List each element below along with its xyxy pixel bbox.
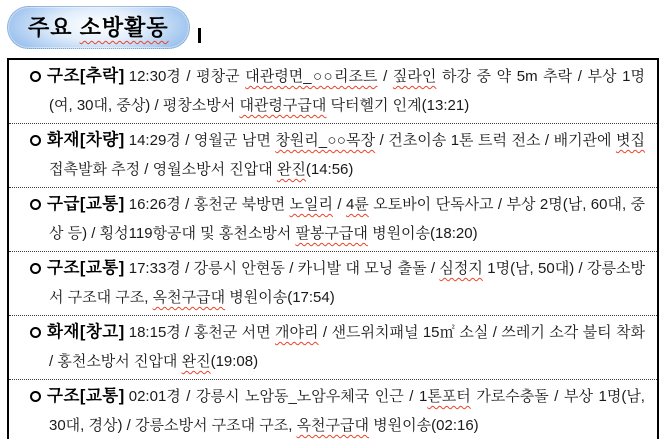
page-title xyxy=(7,6,190,49)
incident-segment-text: 16:26경 / 홍천군 북방면 xyxy=(128,196,290,213)
incident-segment-text: / xyxy=(377,68,393,85)
circle-bullet-icon xyxy=(30,71,41,82)
incident-row xyxy=(9,316,657,380)
circle-bullet-icon xyxy=(30,327,41,338)
incident-segment-text: 17:33경 / 강릉시 안현동 / 카니발 대 모닝 출돌 / xyxy=(128,260,440,277)
incident-segment-text: 14:29경 / 영월군 남면 xyxy=(128,132,276,149)
incident-segment-text: 닥터헬기 인계(13:21) xyxy=(326,97,470,114)
incident-segment-misspelled: 대관령면_○○리조트 xyxy=(245,68,378,85)
incident-segment-text: 오토바이 단독사고 / 부상 2명(남, 60대, 중상 등) / 횡성119항공대 및 홍천소방서 xyxy=(49,196,646,242)
circle-bullet-icon xyxy=(30,391,41,402)
incident-category: 구급[교통] xyxy=(47,195,125,213)
title-row xyxy=(0,0,667,49)
incident-category: 화재[차량] xyxy=(47,131,125,149)
title-segment-text: 주요 xyxy=(28,15,80,40)
incident-row xyxy=(9,188,657,252)
incident-segment-misspelled: 옥천구급대 xyxy=(152,289,226,306)
incident-segment-text: 가로수충돌 / 부상 1명(남, 30대, 경상) / 강릉소방서 구조대 구조, xyxy=(49,388,645,434)
incident-segment-misspelled: 대관령구급대 xyxy=(239,97,327,114)
incident-segment-misspelled: 4륜 xyxy=(345,196,369,213)
incident-segment-misspelled: 노일리 xyxy=(289,196,333,213)
incident-segment-text: / 건초이송 1톤 트럭 전소 / 배기관에 xyxy=(375,132,617,149)
incident-segment-text: 병원이송(18:20) xyxy=(367,225,478,242)
incident-segment-misspelled: 창원리_○○목장 xyxy=(275,132,376,149)
incident-segment-misspelled: 옥천구급대 xyxy=(296,417,370,434)
incident-segment-text: 02:01경 / 강릉시 노암동_노암우체국 인근 / 1 xyxy=(128,388,428,405)
incident-category: 구조[추락] xyxy=(47,67,125,85)
incident-segment-misspelled: 팔봉구급대 xyxy=(295,225,368,242)
incident-row xyxy=(9,380,657,439)
incident-segment-text: 1명(남, 50대) / 강릉소방서 구조대 구조, xyxy=(49,260,645,306)
incident-segment-text: 접촉발화 추정 / 영월소방서 진압대 xyxy=(49,161,277,178)
incident-category: 구조[교통] xyxy=(47,259,125,277)
circle-bullet-icon xyxy=(30,135,41,146)
incident-segment-text: 12:30경 / 평창군 xyxy=(128,68,246,85)
cursor-mark xyxy=(198,28,201,43)
incident-segment-misspelled: 볏집 xyxy=(616,132,645,149)
incident-segment-misspelled: 심정지 xyxy=(439,260,483,277)
incident-row xyxy=(9,124,657,188)
incident-category: 화재[창고] xyxy=(47,323,125,341)
incident-segment-text: / xyxy=(332,196,346,213)
title-segment-misspelled: 소방활동 xyxy=(79,15,169,40)
incident-segment-text: / 샌드위치패널 15㎡ 소실 / 쓰레기 소각 불티 착화 / 홍천소방서 진압대 xyxy=(49,324,645,370)
circle-bullet-icon xyxy=(30,199,41,210)
incident-segment-misspelled: 완진 xyxy=(181,353,211,370)
incident-segment-text: (14:56) xyxy=(305,161,354,178)
incident-segment-misspelled: 완진 xyxy=(276,161,306,178)
incident-segment-misspelled: 개야리 xyxy=(275,324,319,341)
incident-table xyxy=(7,58,659,439)
circle-bullet-icon xyxy=(30,263,41,274)
incident-segment-misspelled: 짚라인 xyxy=(392,68,437,85)
incident-segment-text: 병원이송(17:54) xyxy=(225,289,335,306)
incident-segment-text: 18:15경 / 홍천군 서면 xyxy=(128,324,276,341)
incident-segment-text: 병원이송(02:16) xyxy=(369,417,479,434)
incident-row xyxy=(9,252,657,316)
incident-segment-text: 하강 중 약 5m 추락 / 부상 1명(여, 30대, 중상) / 평창소방서 xyxy=(49,68,645,114)
incident-row xyxy=(9,60,657,124)
incident-category: 구조[교통] xyxy=(47,387,125,405)
incident-segment-text: (19:08) xyxy=(210,353,259,370)
incident-segment-misspelled: 톤포터 xyxy=(427,388,471,405)
